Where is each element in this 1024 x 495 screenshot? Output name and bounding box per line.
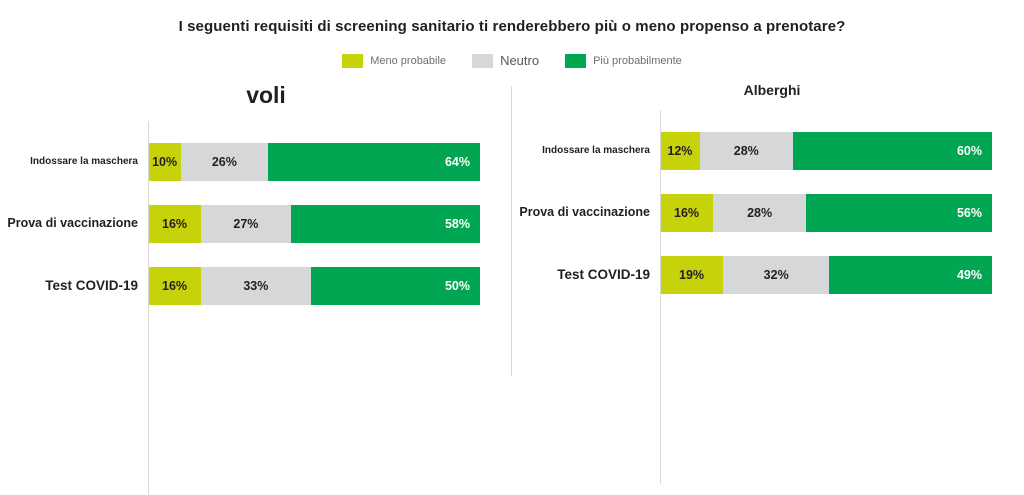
bar-segment-neutral[interactable]: 28% — [700, 132, 793, 170]
legend-swatch-neutral — [472, 54, 493, 68]
stacked-bar — [148, 267, 480, 305]
stacked-bar — [660, 256, 992, 294]
bar-segment-more[interactable]: 50% — [311, 267, 480, 305]
bar-segment-neutral[interactable]: 26% — [181, 143, 267, 181]
legend-label-more: Più probabilmente — [593, 54, 682, 67]
row-label: Test COVID-19 — [45, 277, 138, 293]
stacked-bar — [660, 132, 992, 170]
stacked-bar — [660, 194, 992, 232]
stacked-bar — [148, 205, 480, 243]
panel-flights — [0, 82, 512, 317]
bar-segment-less[interactable]: 16% — [148, 267, 201, 305]
legend-label-neutral: Neutro — [500, 53, 540, 68]
bar-segment-more[interactable]: 60% — [793, 132, 992, 170]
row-label: Prova di vaccinazione — [7, 216, 138, 231]
legend-label-less: Meno probabile — [370, 54, 447, 67]
chart-row — [512, 182, 1024, 244]
axis-line — [660, 234, 661, 484]
row-label: Prova di vaccinazione — [519, 205, 650, 220]
panel-flights-title: voli — [246, 82, 286, 108]
bar-segment-less[interactable]: 16% — [148, 205, 201, 243]
chart-row — [0, 255, 512, 317]
axis-line — [148, 245, 149, 495]
bar-segment-more[interactable]: 49% — [829, 256, 992, 294]
bar-segment-less[interactable]: 19% — [660, 256, 723, 294]
legend-item-neutral — [472, 53, 539, 68]
bar-segment-neutral[interactable]: 33% — [201, 267, 311, 305]
legend-swatch-more — [565, 54, 586, 68]
chart-row — [512, 244, 1024, 306]
panel-flights-rows — [0, 131, 512, 317]
legend-item-more — [565, 54, 682, 68]
chart-row — [512, 120, 1024, 182]
panel-divider — [511, 86, 512, 376]
legend-item-less — [342, 54, 446, 68]
chart-row — [0, 131, 512, 193]
bar-segment-less[interactable]: 16% — [660, 194, 713, 232]
chart-row — [0, 193, 512, 255]
bar-segment-more[interactable]: 58% — [291, 205, 480, 243]
stacked-bar — [148, 143, 480, 181]
row-label: Test COVID-19 — [557, 266, 650, 282]
row-label: Indossare la maschera — [542, 144, 650, 156]
bar-segment-more[interactable]: 56% — [806, 194, 992, 232]
bar-segment-more[interactable]: 64% — [268, 143, 480, 181]
panel-hotels — [512, 82, 1024, 317]
bar-segment-neutral[interactable]: 32% — [723, 256, 829, 294]
bar-segment-neutral[interactable]: 28% — [713, 194, 806, 232]
panel-hotels-title: Alberghi — [743, 82, 801, 98]
bar-segment-neutral[interactable]: 27% — [201, 205, 291, 243]
chart-panels — [0, 82, 1024, 317]
legend-swatch-less — [342, 54, 363, 68]
bar-segment-less[interactable]: 10% — [148, 143, 181, 181]
chart-legend — [0, 53, 1024, 68]
bar-segment-less[interactable]: 12% — [660, 132, 700, 170]
row-label: Indossare la maschera — [30, 155, 138, 167]
panel-hotels-rows — [512, 120, 1024, 306]
page-title: I seguenti requisiti di screening sanitario ti renderebbero più o meno propenso a prenotare? — [178, 18, 846, 35]
